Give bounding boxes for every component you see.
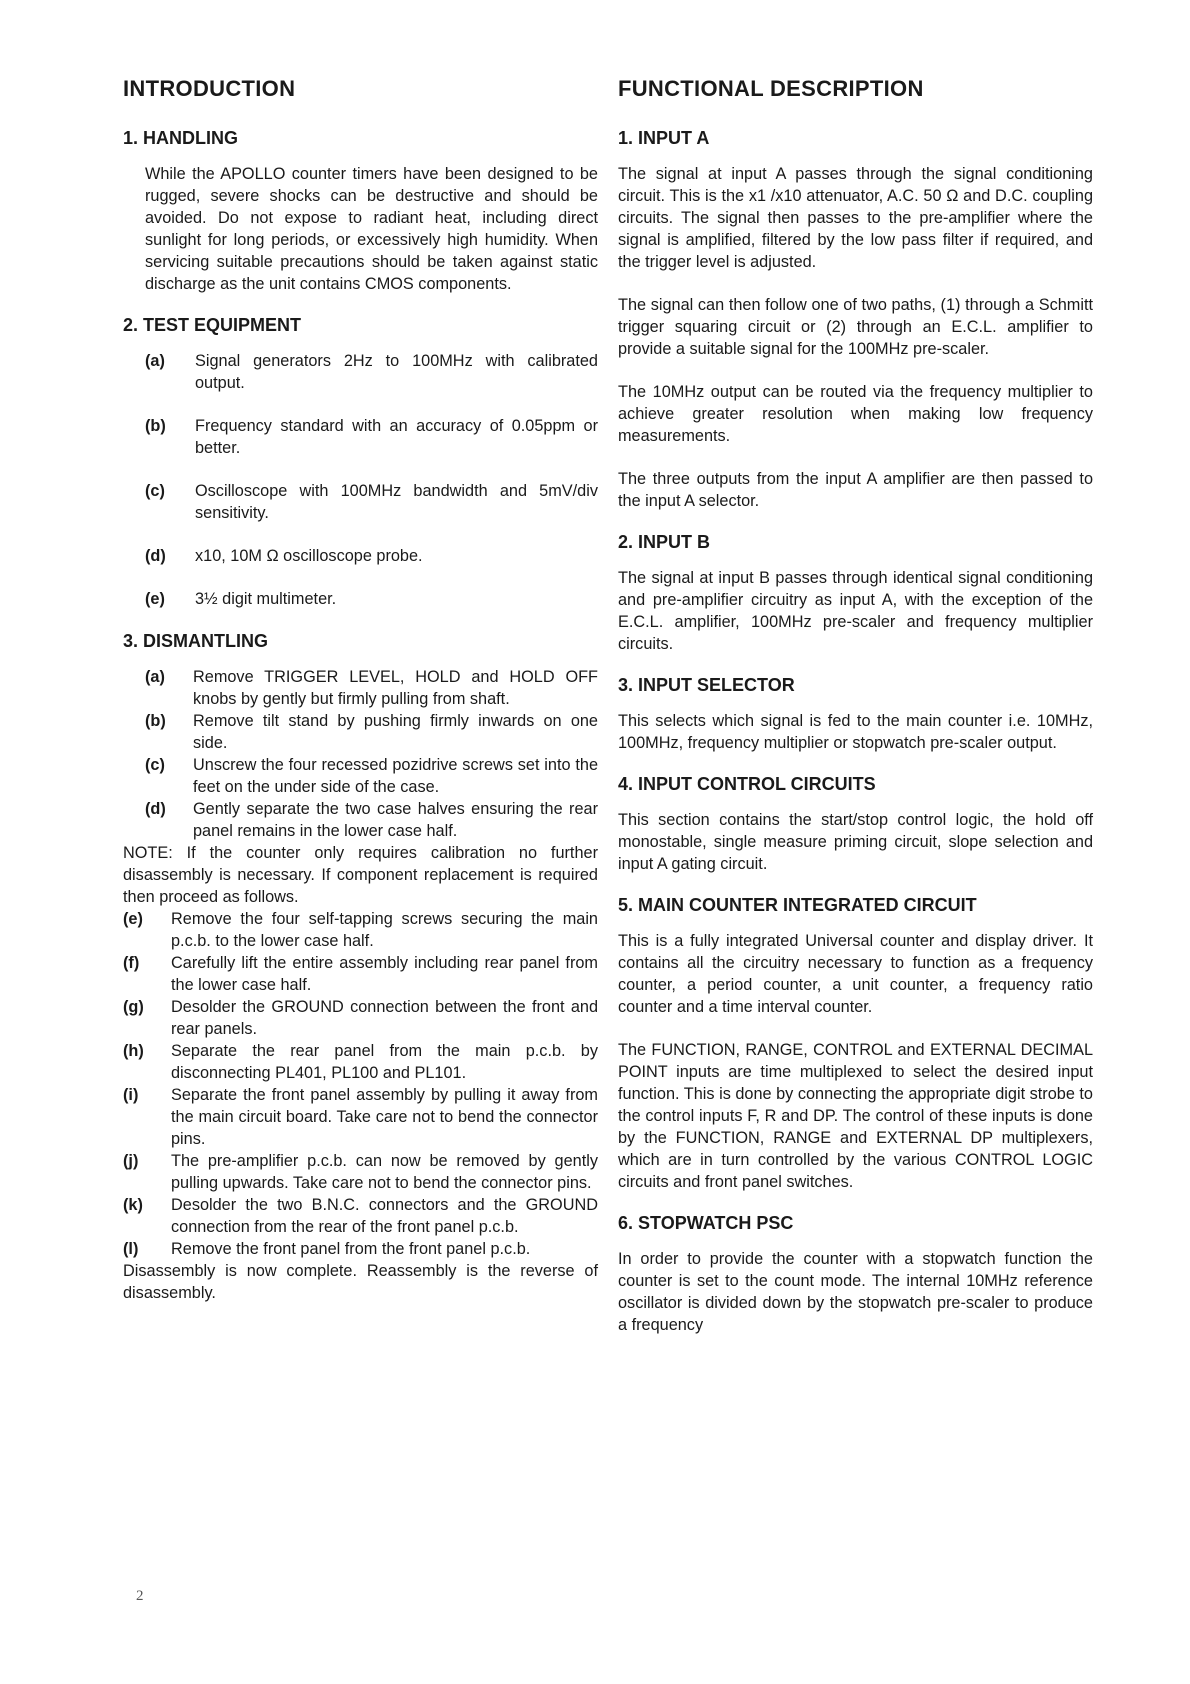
list-item-text: 3½ digit multimeter. (195, 590, 337, 608)
list-item-text: Gently separate the two case halves ensuring the rear panel remains in the lower case half. (193, 800, 598, 840)
list-item-text: Separate the front panel assembly by pulling it away from the main circuit board. Take care not to bend the connector pins. (171, 1086, 598, 1148)
section-paragraph: This is a fully integrated Universal counter and display driver. It contains all the circuitry necessary to function as a frequency counter, a period counter, a unit counter, a frequency ratio counter and a time interval counter. (618, 932, 1093, 1016)
functional-section (618, 895, 1093, 1193)
list-item (123, 996, 598, 1040)
list-item-label: (b) (145, 417, 166, 435)
test-equipment-section (123, 315, 598, 610)
list-item-text: The pre-amplifier p.c.b. can now be removed by gently pulling upwards. Take care not to bend the connector pins. (171, 1152, 598, 1192)
list-item-text: Carefully lift the entire assembly including rear panel from the lower case half. (171, 954, 598, 994)
list-item (123, 1150, 598, 1194)
list-item-text: Frequency standard with an accuracy of 0.05ppm or better. (195, 417, 598, 457)
list-item-label: (d) (145, 800, 166, 818)
functional-section (618, 532, 1093, 655)
dismantling-list-a (145, 666, 598, 842)
page-number: 2 (136, 1588, 144, 1604)
list-item (145, 415, 598, 459)
list-item (145, 710, 598, 754)
list-item-text: Desolder the two B.N.C. connectors and the GROUND connection from the rear of the front panel p.c.b. (171, 1196, 598, 1236)
list-item-label: (e) (123, 910, 143, 928)
list-item (123, 1084, 598, 1150)
section-heading: 2. INPUT B (618, 532, 711, 552)
section-paragraph: The 10MHz output can be routed via the frequency multiplier to achieve greater resolution when making low frequency measurements. (618, 383, 1093, 445)
left-column (123, 76, 598, 1324)
list-item-label: (j) (123, 1152, 139, 1170)
dismantling-closing: Disassembly is now complete. Reassembly is the reverse of disassembly. (123, 1262, 598, 1302)
list-item (145, 666, 598, 710)
section-heading: 1. INPUT A (618, 128, 710, 148)
list-item-text: Remove TRIGGER LEVEL, HOLD and HOLD OFF knobs by gently but firmly pulling from shaft. (193, 668, 598, 708)
section-heading: 4. INPUT CONTROL CIRCUITS (618, 774, 876, 794)
list-item-text: Remove the front panel from the front panel p.c.b. (171, 1240, 531, 1258)
list-item-label: (c) (145, 756, 165, 774)
list-item-label: (h) (123, 1042, 144, 1060)
list-item (145, 588, 598, 610)
test-equipment-heading: 2. TEST EQUIPMENT (123, 315, 302, 335)
functional-section (618, 774, 1093, 875)
list-item-text: Desolder the GROUND connection between the front and rear panels. (171, 998, 598, 1038)
list-item (123, 952, 598, 996)
handling-text: While the APOLLO counter timers have been designed to be rugged, severe shocks can be destructive and should be avoided. Do not expose to radiant heat, including direct sunlight for long periods, or excessively high humidity. When servicing suitable precautions should be taken against static discharge as the unit contains CMOS components. (145, 165, 598, 293)
list-item-text: Oscilloscope with 100MHz bandwidth and 5mV/div sensitivity. (195, 482, 598, 522)
list-item (123, 1040, 598, 1084)
list-item-text: Unscrew the four recessed pozidrive screws set into the feet on the under side of the case. (193, 756, 598, 796)
functional-sections (618, 128, 1093, 1336)
list-item (123, 908, 598, 952)
list-item-label: (g) (123, 998, 144, 1016)
section-paragraph: The signal at input B passes through identical signal conditioning and pre-amplifier circuitry as input A, with the exception of the E.C.L. amplifier, 100MHz pre-scaler and frequency multiplier circuits. (618, 569, 1093, 653)
list-item-text: Separate the rear panel from the main p.c.b. by disconnecting PL401, PL100 and PL101. (171, 1042, 598, 1082)
section-heading: 6. STOPWATCH PSC (618, 1213, 794, 1233)
list-item-label: (i) (123, 1086, 139, 1104)
list-item (123, 1238, 598, 1260)
introduction-title: INTRODUCTION (123, 76, 296, 101)
handling-heading: 1. HANDLING (123, 128, 239, 148)
functional-section (618, 1213, 1093, 1336)
list-item (145, 350, 598, 394)
list-item-label: (k) (123, 1196, 143, 1214)
list-item-label: (c) (145, 482, 165, 500)
dismantling-note: NOTE: If the counter only requires calibration no further disassembly is necessary. If component replacement is required then proceed as follows. (123, 844, 598, 906)
list-item-label: (l) (123, 1240, 139, 1258)
list-item (145, 754, 598, 798)
section-paragraph: This section contains the start/stop control logic, the hold off monostable, single measure priming circuit, slope selection and input A gating circuit. (618, 811, 1093, 873)
dismantling-heading: 3. DISMANTLING (123, 631, 269, 651)
list-item-text: Remove tilt stand by pushing firmly inwards on one side. (193, 712, 598, 752)
list-item-label: (d) (145, 547, 166, 565)
functional-section (618, 675, 1093, 754)
list-item-text: Remove the four self-tapping screws securing the main p.c.b. to the lower case half. (171, 910, 598, 950)
list-item-label: (a) (145, 668, 165, 686)
section-paragraph: This selects which signal is fed to the main counter i.e. 10MHz, 100MHz, frequency multiplier or stopwatch pre-scaler output. (618, 712, 1093, 752)
list-item-label: (b) (145, 712, 166, 730)
functional-section (618, 128, 1093, 512)
list-item (123, 1194, 598, 1238)
dismantling-list-b (123, 908, 598, 1260)
list-item-label: (e) (145, 590, 165, 608)
list-item (145, 798, 598, 842)
section-paragraph: The three outputs from the input A amplifier are then passed to the input A selector. (618, 470, 1093, 510)
dismantling-section (123, 631, 598, 1304)
list-item-label: (f) (123, 954, 140, 972)
list-item (145, 480, 598, 524)
right-column (618, 76, 1093, 1356)
list-item-text: Signal generators 2Hz to 100MHz with calibrated output. (195, 352, 598, 392)
section-paragraph: The signal at input A passes through the signal conditioning circuit. This is the x1 /x10 attenuator, A.C. 50 Ω and D.C. coupling circuits. The signal then passes to the pre-amplifier where the signal is amplified, filtered by the low pass filter if required, and the trigger level is adjusted. (618, 165, 1093, 271)
section-paragraph: The signal can then follow one of two paths, (1) through a Schmitt trigger squaring circuit or (2) through an E.C.L. amplifier to provide a suitable signal for the 100MHz pre-scaler. (618, 296, 1093, 358)
functional-description-title: FUNCTIONAL DESCRIPTION (618, 76, 924, 101)
section-heading: 5. MAIN COUNTER INTEGRATED CIRCUIT (618, 895, 977, 915)
test-equipment-list (145, 350, 598, 610)
list-item (145, 545, 598, 567)
section-paragraph: In order to provide the counter with a stopwatch function the counter is set to the count mode. The internal 10MHz reference oscillator is divided down by the stopwatch pre-scaler to produce a frequency (618, 1250, 1093, 1334)
section-heading: 3. INPUT SELECTOR (618, 675, 795, 695)
section-paragraph: The FUNCTION, RANGE, CONTROL and EXTERNAL DECIMAL POINT inputs are time multiplexed to select the desired input function. This is done by connecting the appropriate digit strobe to the control inputs F, R and DP. The control of these inputs is done by the FUNCTION, RANGE and EXTERNAL DP multiplexers, which are in turn controlled by the various CONTROL LOGIC circuits and front panel switches. (618, 1041, 1093, 1191)
list-item-text: x10, 10M Ω oscilloscope probe. (195, 547, 423, 565)
handling-section (123, 128, 598, 295)
list-item-label: (a) (145, 352, 165, 370)
